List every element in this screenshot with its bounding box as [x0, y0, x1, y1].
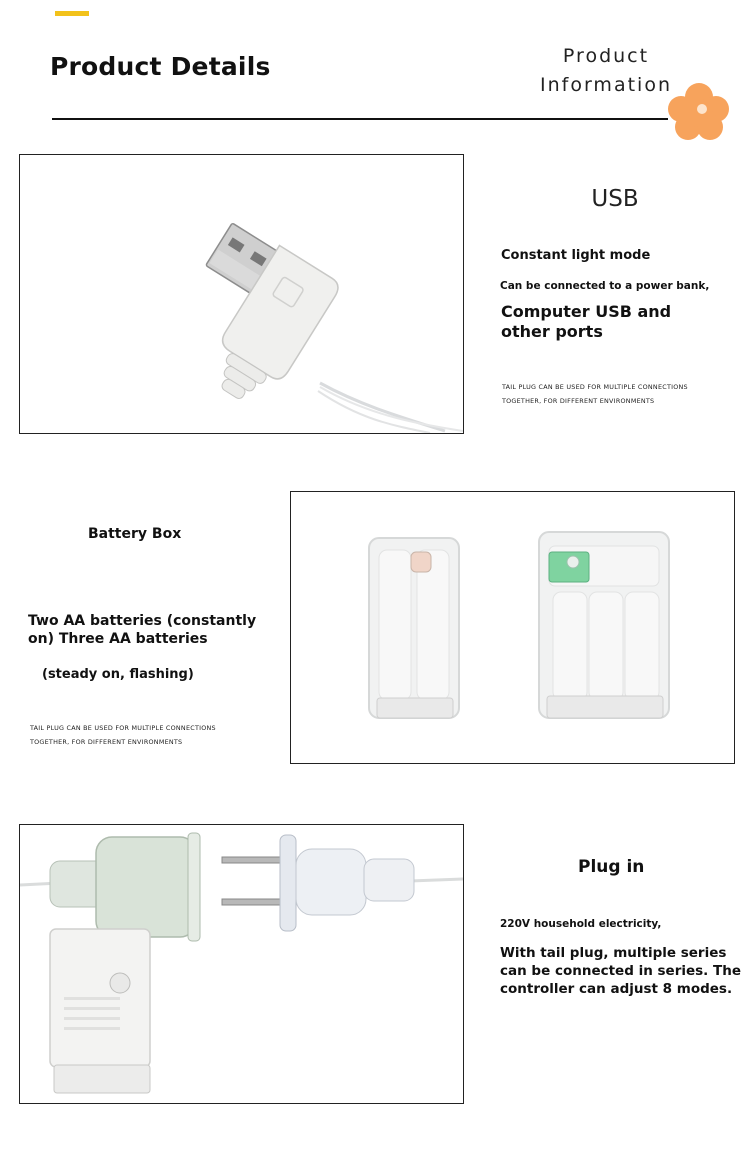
section-label	[536, 42, 676, 100]
section-label-line2: Information	[540, 74, 672, 96]
plug-line2	[500, 944, 741, 998]
plug-photo	[19, 824, 464, 1104]
plug-line2c: controller can adjust 8 modes.	[500, 981, 733, 997]
battery-line2: (steady on, flashing)	[42, 667, 194, 682]
plug-heading: Plug in	[578, 857, 645, 877]
battery-line1a: Two AA batteries (constantly	[28, 613, 257, 629]
plug-line2a: With tail plug, multiple series	[500, 945, 727, 961]
battery-note-line1: TAIL PLUG CAN BE USED FOR MULTIPLE CONNECTIONS	[30, 724, 216, 732]
battery-line1b: on) Three AA batteries	[28, 631, 208, 647]
battery-note-line2: TOGETHER, FOR DIFFERENT ENVIRONMENTS	[30, 738, 183, 746]
usb-note-line2: TOGETHER, FOR DIFFERENT ENVIRONMENTS	[502, 397, 655, 405]
battery-heading: Battery Box	[88, 526, 182, 542]
usb-line2b: other ports	[501, 322, 603, 341]
battery-photo	[290, 491, 735, 764]
usb-line2	[501, 302, 671, 342]
plug-controller-illustration	[20, 825, 463, 1103]
usb-photo	[19, 154, 464, 434]
battery-boxes-illustration	[291, 492, 734, 763]
usb-line1: Can be connected to a power bank,	[500, 280, 710, 292]
accent-bar	[55, 11, 89, 16]
usb-connector-illustration	[20, 155, 463, 433]
plug-line1: 220V household electricity,	[500, 918, 662, 930]
usb-line2a: Computer USB and	[501, 302, 672, 321]
plug-line2b: can be connected in series. The	[500, 963, 741, 979]
flower-icon	[666, 82, 732, 142]
battery-line1	[28, 612, 256, 648]
page-title: Product Details	[50, 52, 271, 81]
battery-note	[30, 721, 216, 749]
header-divider	[52, 118, 668, 120]
usb-note	[502, 380, 688, 408]
section-label-line1: Product	[562, 45, 650, 67]
usb-mode: Constant light mode	[501, 248, 651, 263]
usb-heading: USB	[591, 186, 639, 212]
usb-note-line1: TAIL PLUG CAN BE USED FOR MULTIPLE CONNECTIONS	[502, 383, 688, 391]
